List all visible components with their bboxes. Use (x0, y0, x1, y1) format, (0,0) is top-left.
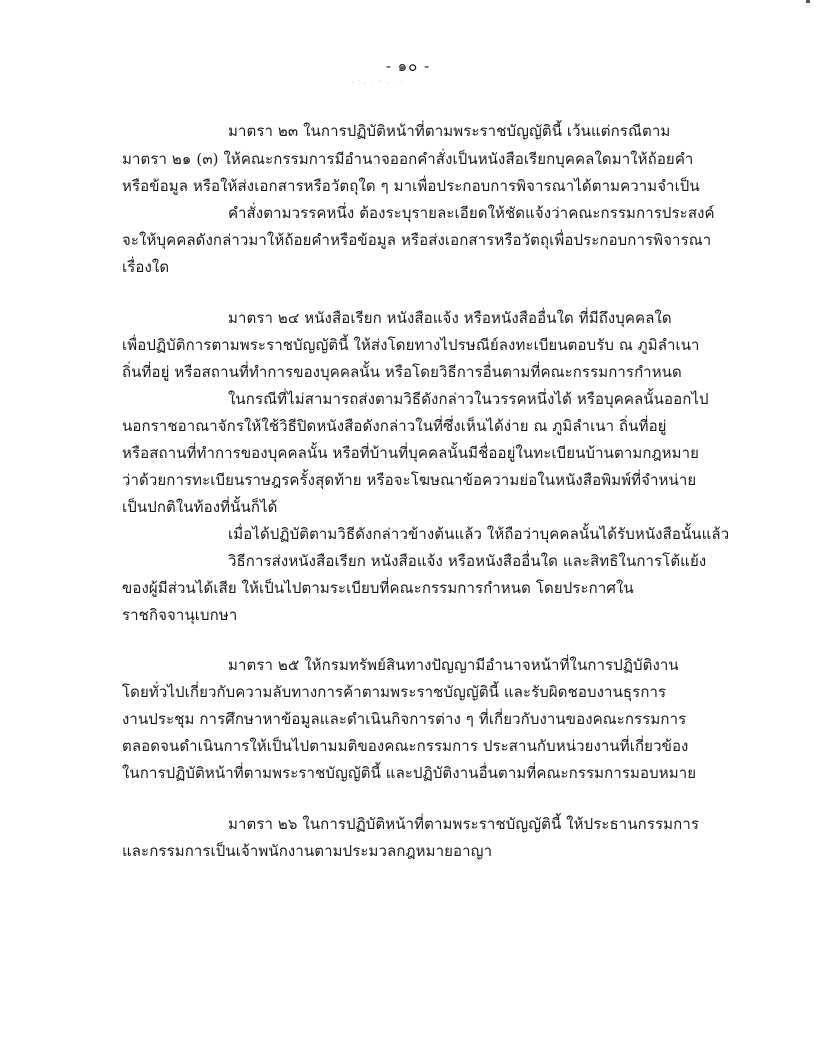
body-line: ถิ่นที่อยู่ หรือสถานที่ทำการของบุคคลนั้น หรือโดยวิธีการอื่นตามที่คณะกรรมการกำหนด (122, 363, 682, 381)
body-line: ในการปฏิบัติหน้าที่ตามพระราชบัญญัตินี้ และปฏิบัติงานอื่นตามที่คณะกรรมการมอบหมาย (122, 764, 697, 782)
body-line: นอกราชอาณาจักรให้ใช้วิธีปิดหนังสือดังกล่าวในที่ซึ่งเห็นได้ง่าย ณ ภูมิลำเนา ถิ่นที่อยู่ (122, 417, 667, 435)
body-line: หรือข้อมูล หรือให้ส่งเอกสารหรือวัตถุใด ๆ มาเพื่อประกอบการพิจารณาได้ตามความจำเป็น (122, 177, 700, 195)
scan-noise-mark (350, 78, 414, 86)
body-line: หรือสถานที่ทำการของบุคคลนั้น หรือที่บ้านที่บุคคลนั้นมีชื่ออยู่ในทะเบียนบ้านตามกฎหมาย (122, 444, 700, 462)
section-26-heading-line: มาตรา ๒๖ ในการปฏิบัติหน้าที่ตามพระราชบัญญัตินี้ ให้ประธานกรรมการ (228, 815, 700, 833)
body-line: โดยทั่วไปเกี่ยวกับความลับทางการค้าตามพระราชบัญญัตินี้ และรับผิดชอบงานธุรการ (122, 683, 667, 701)
body-line: เพื่อปฏิบัติการตามพระราชบัญญัตินี้ ให้ส่งโดยทางไปรษณีย์ลงทะเบียนตอบรับ ณ ภูมิลำเนา (122, 336, 700, 354)
section-23-heading-line: มาตรา ๒๓ ในการปฏิบัติหน้าที่ตามพระราชบัญญัตินี้ เว้นแต่กรณีตาม (228, 122, 671, 140)
page-number: - ๑๐ - (385, 57, 431, 75)
paragraph-start-line: วิธีการส่งหนังสือเรียก หนังสือแจ้ง หรือหนังสืออื่นใด และสิทธิในการโต้แย้ง (228, 552, 707, 570)
body-line: และกรรมการเป็นเจ้าพนักงานตามประมวลกฎหมายอาญา (122, 842, 493, 860)
body-line: ตลอดจนดำเนินการให้เป็นไปตามมติของคณะกรรมการ ประสานกับหน่วยงานที่เกี่ยวข้อง (122, 737, 689, 755)
body-line: จะให้บุคคลดังกล่าวมาให้ถ้อยคำหรือข้อมูล หรือส่งเอกสารหรือวัตถุเพื่อประกอบการพิจารณา (122, 231, 712, 249)
body-line: เรื่องใด (122, 258, 170, 276)
paragraph-start-line: คำสั่งตามวรรคหนึ่ง ต้องระบุรายละเอียดให้ชัดแจ้งว่าคณะกรรมการประสงค์ (228, 204, 715, 222)
body-line: มาตรา ๒๑ (๓) ให้คณะกรรมการมีอำนาจออกคำสั่งเป็นหนังสือเรียกบุคคลใดมาให้ถ้อยคำ (122, 150, 694, 168)
body-line: ของผู้มีส่วนได้เสีย ให้เป็นไปตามระเบียบที่คณะกรรมการกำหนด โดยประกาศใน (122, 579, 634, 597)
body-line: เป็นปกติในท้องที่นั้นก็ได้ (122, 498, 278, 516)
paragraph-start-line: เมื่อได้ปฏิบัติตามวิธีดังกล่าวข้างต้นแล้ว ให้ถือว่าบุคคลนั้นได้รับหนังสือนั้นแล้ว (228, 525, 730, 543)
section-25-heading-line: มาตรา ๒๕ ให้กรมทรัพย์สินทางปัญญามีอำนาจหน้าที่ในการปฏิบัติงาน (228, 656, 679, 674)
body-line: งานประชุม การศึกษาหาข้อมูลและดำเนินกิจการต่าง ๆ ที่เกี่ยวกับงานของคณะกรรมการ (122, 710, 687, 728)
body-line: ราชกิจจานุเบกษา (122, 606, 238, 624)
section-24-heading-line: มาตรา ๒๔ หนังสือเรียก หนังสือแจ้ง หรือหนังสืออื่นใด ที่มีถึงบุคคลใด (228, 309, 672, 327)
body-line: ว่าด้วยการทะเบียนราษฎรครั้งสุดท้าย หรือจะโฆษณาข้อความย่อในหนังสือพิมพ์ที่จำหน่าย (122, 471, 697, 489)
paragraph-start-line: ในกรณีที่ไม่สามารถส่งตามวิธีดังกล่าวในวรรคหนึ่งได้ หรือบุคคลนั้นออกไป (228, 390, 709, 408)
scan-corner-mark (806, 0, 810, 3)
